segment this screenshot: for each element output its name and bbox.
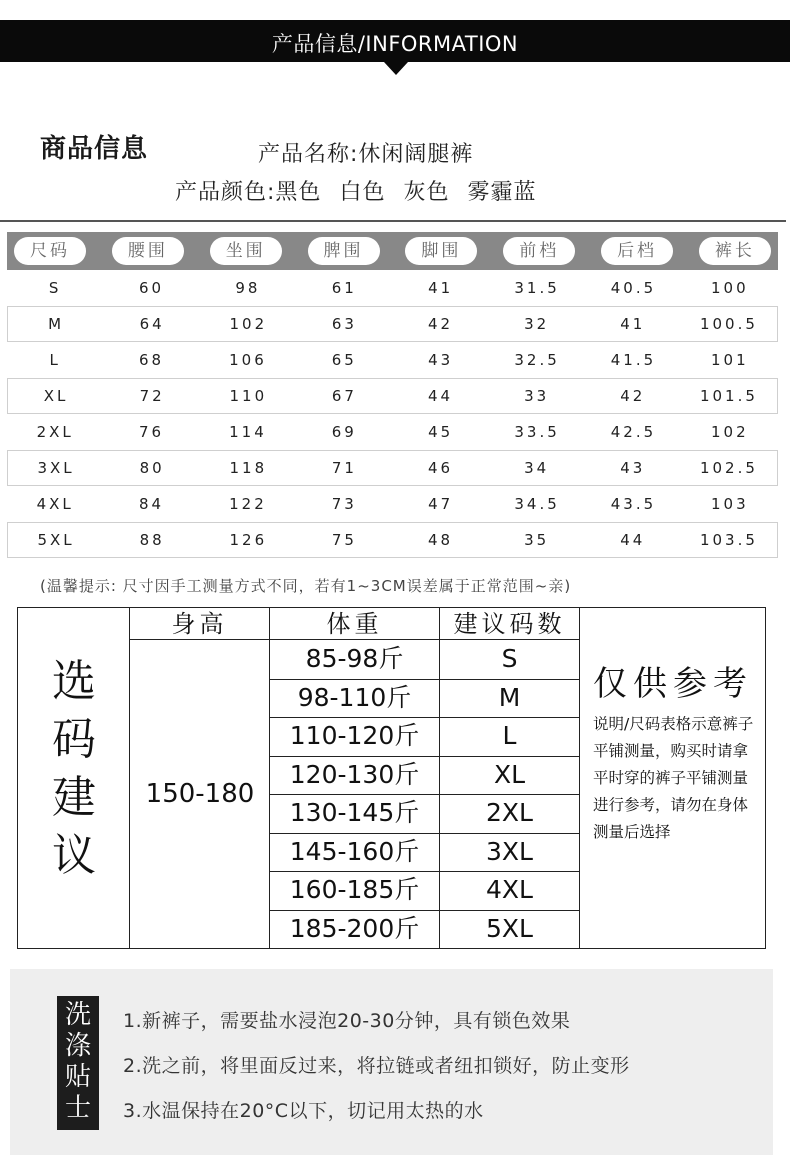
table-cell: M <box>48 315 65 333</box>
table-cell: 76 <box>139 423 165 441</box>
product-color-label: 产品颜色: <box>175 180 276 205</box>
table-cell: 46 <box>428 459 454 477</box>
table-cell: 42.5 <box>610 423 657 441</box>
note-text: 说明/尺码表格示意裤子平铺测量，购买时请拿平时穿的裤子平铺测量进行参考，请勿在身体测量后选择 <box>593 715 754 841</box>
table-cell: 2XL <box>36 423 74 441</box>
badge-char: 士 <box>64 1093 91 1123</box>
table-row <box>7 414 778 450</box>
table-cell: 102.5 <box>699 459 758 477</box>
table-cell: 34 <box>524 459 550 477</box>
table-cell: 44 <box>620 531 646 549</box>
washing-item: 1.新裤子，需要盐水浸泡20-30分钟，具有锁色效果 <box>123 1010 571 1032</box>
title-char: 建 <box>52 772 96 823</box>
header-bar <box>0 20 790 62</box>
table-cell: 72 <box>139 387 165 405</box>
size-table-header <box>7 232 778 270</box>
table-cell: 67 <box>331 387 357 405</box>
table-row <box>7 270 778 306</box>
header-arrow <box>384 62 408 75</box>
table-cell: 73 <box>331 495 357 513</box>
table-cell: 43 <box>428 351 454 369</box>
table-cell: 33 <box>524 387 550 405</box>
title-char: 选 <box>52 656 96 707</box>
table-cell: 122 <box>229 495 267 513</box>
badge-char: 贴 <box>64 1062 91 1092</box>
table-cell: 65 <box>331 351 357 369</box>
table-cell: 103.5 <box>699 531 758 549</box>
weight-range: 110-120斤 <box>289 721 420 750</box>
height-range: 150-180 <box>145 779 255 809</box>
recommended-size: 4XL <box>486 875 533 904</box>
table-cell: 80 <box>139 459 165 477</box>
grid-line <box>579 608 580 948</box>
recommendation-title <box>18 653 130 885</box>
table-cell: 64 <box>139 315 165 333</box>
table-cell: 88 <box>139 531 165 549</box>
badge-char: 洗 <box>64 1000 91 1030</box>
recommended-size: L <box>502 721 517 750</box>
recommended-size: S <box>501 644 518 673</box>
weight-range: 98-110斤 <box>297 682 412 712</box>
table-cell: 5XL <box>37 531 75 549</box>
table-row <box>7 306 778 342</box>
col-size-header: 建议码数 <box>453 610 566 638</box>
table-cell: 101 <box>710 351 749 369</box>
recommended-size: XL <box>493 759 526 789</box>
table-cell: 98 <box>235 279 261 297</box>
recommended-size: M <box>498 682 521 712</box>
table-cell: 110 <box>229 387 268 405</box>
table-cell: 63 <box>331 315 357 333</box>
table-cell: 69 <box>331 423 357 441</box>
table-row <box>7 486 778 522</box>
table-cell: 103 <box>710 495 749 513</box>
table-cell: 102 <box>229 315 268 333</box>
table-cell: XL <box>43 387 69 405</box>
table-cell: L <box>49 351 61 369</box>
table-cell: 100 <box>710 279 749 297</box>
table-row <box>7 450 778 486</box>
washing-item: 3.水温保持在20°C以下，切记用太热的水 <box>123 1100 484 1122</box>
table-cell: 41 <box>620 315 646 333</box>
size-recommendation-table <box>17 607 766 949</box>
table-cell: 100.5 <box>699 315 758 333</box>
table-cell: 114 <box>229 423 267 441</box>
table-cell: 34.5 <box>514 495 560 513</box>
header-cell: 尺码 <box>14 237 86 265</box>
table-cell: 84 <box>139 495 165 513</box>
header-title: 产品信息/INFORMATION <box>271 32 519 56</box>
table-cell: 61 <box>331 279 357 297</box>
table-cell: 75 <box>331 531 357 549</box>
header-cell: 前档 <box>503 237 575 265</box>
product-color: 灰色 <box>403 180 450 205</box>
table-cell: 32.5 <box>514 351 560 369</box>
table-cell: 44 <box>428 387 454 405</box>
product-name: 产品名称:休闲阔腿裤 <box>258 142 474 167</box>
weight-range: 85-98斤 <box>305 644 404 673</box>
header-cell: 坐围 <box>210 237 282 265</box>
weight-range: 160-185斤 <box>289 875 420 904</box>
table-row <box>7 342 778 378</box>
header-cell: 脚围 <box>405 237 477 265</box>
washing-item: 2.洗之前，将里面反过来，将拉链或者纽扣锁好，防止变形 <box>123 1055 630 1077</box>
weight-range: 130-145斤 <box>289 798 420 827</box>
recommended-size: 2XL <box>486 798 533 827</box>
table-cell: 126 <box>229 531 268 549</box>
washing-tips <box>10 969 773 1155</box>
product-color: 白色 <box>339 180 386 205</box>
table-cell: 41.5 <box>610 351 657 369</box>
table-cell: 102 <box>710 423 749 441</box>
table-cell: 43 <box>620 459 646 477</box>
table-cell: 106 <box>229 351 267 369</box>
table-row <box>7 522 778 558</box>
title-char: 码 <box>52 714 96 765</box>
weight-range: 145-160斤 <box>289 836 420 866</box>
recommended-size: 5XL <box>486 913 533 943</box>
table-cell: 45 <box>428 423 454 441</box>
table-cell: 31.5 <box>514 279 560 297</box>
product-colors <box>175 175 554 206</box>
table-cell: 43.5 <box>610 495 657 513</box>
weight-range: 120-130斤 <box>289 759 420 789</box>
washing-badge <box>57 996 99 1130</box>
table-cell: 32 <box>524 315 550 333</box>
header-cell: 裤长 <box>699 237 771 265</box>
table-cell: 118 <box>229 459 268 477</box>
size-table <box>7 232 778 558</box>
weight-range: 185-200斤 <box>289 913 420 943</box>
product-color: 黑色 <box>275 180 322 205</box>
table-cell: 68 <box>139 351 165 369</box>
section-divider <box>0 220 786 222</box>
header-cell: 腰围 <box>112 237 184 265</box>
header-cell: 脾围 <box>308 237 380 265</box>
table-cell: 41 <box>428 279 454 297</box>
product-color: 雾霾蓝 <box>467 180 537 205</box>
table-cell: 42 <box>428 315 454 333</box>
table-cell: 4XL <box>36 495 74 513</box>
table-cell: 48 <box>428 531 454 549</box>
size-table-body <box>7 270 778 558</box>
table-cell: S <box>48 279 62 297</box>
recommended-size: 3XL <box>486 836 533 866</box>
table-cell: 71 <box>331 459 357 477</box>
table-cell: 40.5 <box>610 279 657 297</box>
title-char: 议 <box>52 830 96 881</box>
header-cell: 后档 <box>601 237 673 265</box>
table-cell: 35 <box>524 531 550 549</box>
table-row <box>7 378 778 414</box>
product-section-title: 商品信息 <box>40 134 149 164</box>
badge-char: 涤 <box>64 1031 91 1061</box>
col-weight-header: 体重 <box>326 610 383 638</box>
table-cell: 42 <box>620 387 646 405</box>
table-cell: 47 <box>428 495 454 513</box>
measurement-tip: (温馨提示: 尺寸因手工测量方式不同，若有1~3CM误差属于正常范围~亲) <box>40 577 572 595</box>
note-title: 仅供参考 <box>593 664 753 704</box>
table-cell: 101.5 <box>699 387 758 405</box>
table-cell: 3XL <box>37 459 75 477</box>
col-height-header: 身高 <box>171 610 228 638</box>
table-cell: 60 <box>139 279 165 297</box>
table-cell: 33.5 <box>514 423 560 441</box>
